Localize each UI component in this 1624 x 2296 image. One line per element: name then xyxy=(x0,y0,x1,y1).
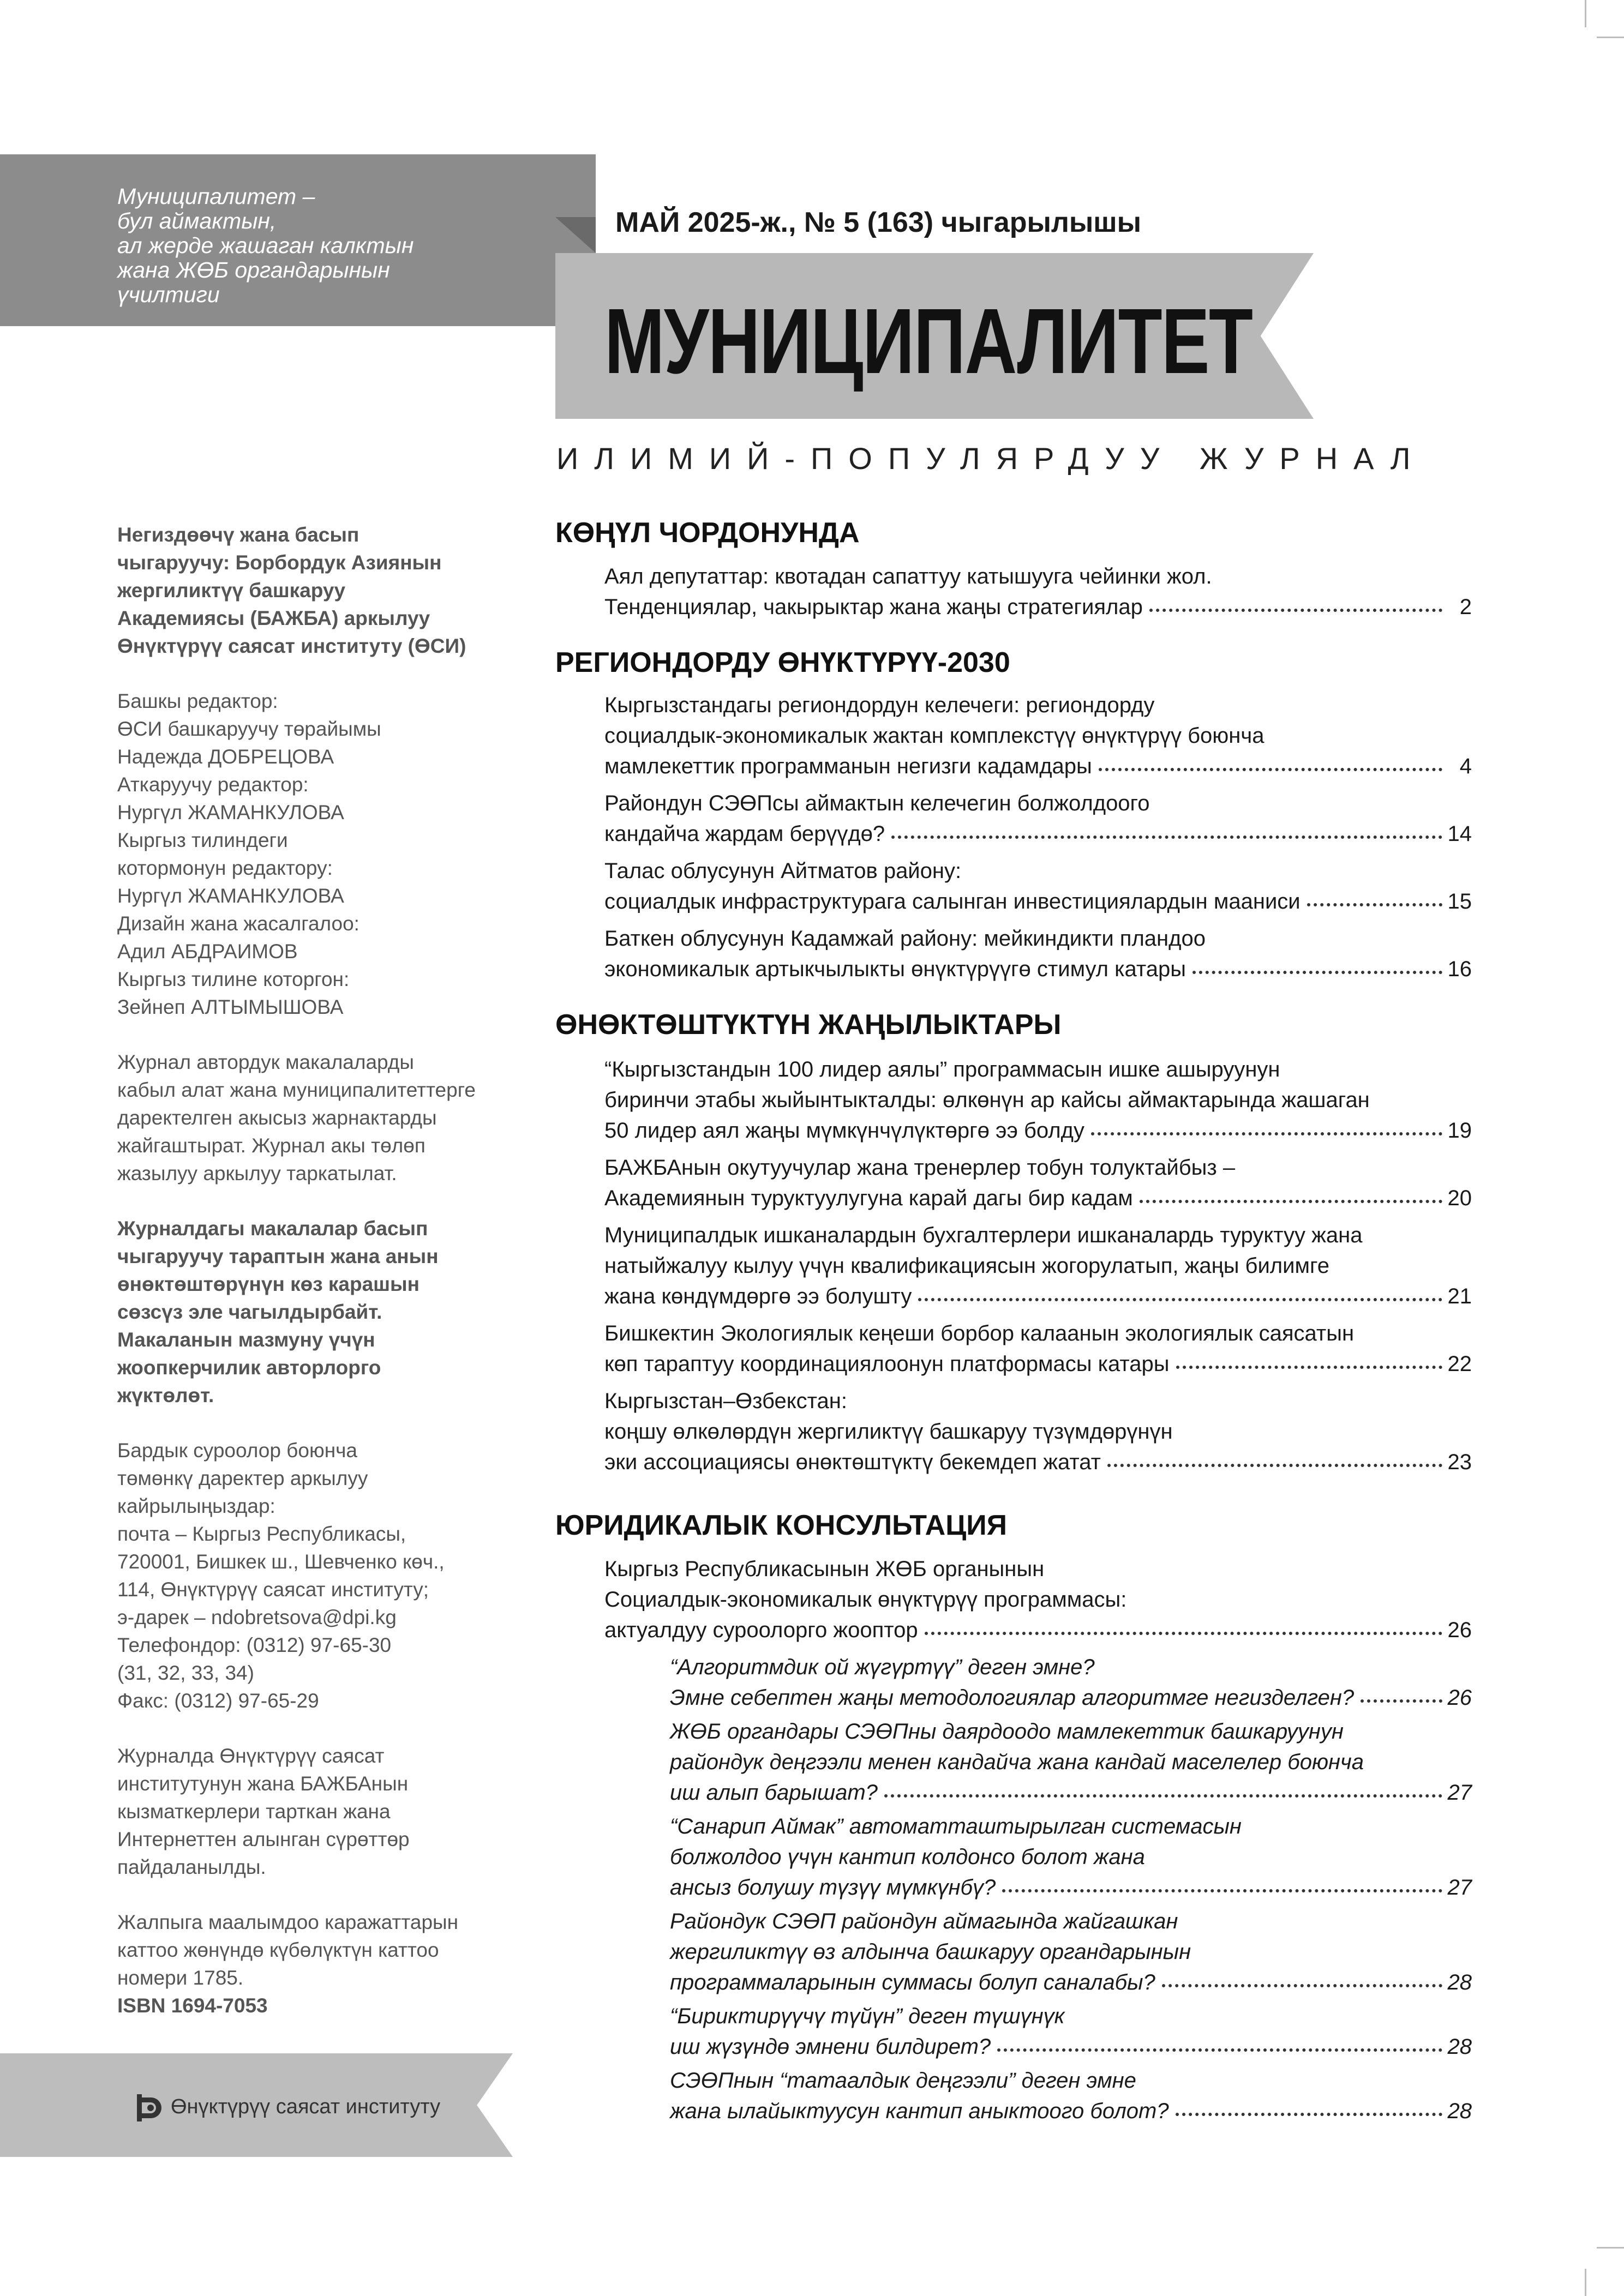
toc-entry-line: программаларынын суммасы болуп саналабы? xyxy=(670,1970,1155,1994)
imprint-line: (31, 32, 33, 34) xyxy=(117,1662,254,1684)
toc-entry-line: “Кыргызстандын 100 лидер аялы” программасын ишке ашыруунун xyxy=(604,1057,1280,1081)
toc-entry-lastline xyxy=(604,1615,1472,1645)
page-number: 20 xyxy=(1447,1186,1472,1210)
toc-section-title: КӨҢҮЛ ЧОРДОНУНДА xyxy=(555,517,860,549)
toc-entry[interactable] xyxy=(604,690,1472,782)
toc-entry-lastline xyxy=(604,954,1472,984)
toc-entry-line: жана көндүмдөргө ээ болушту xyxy=(604,1284,912,1308)
page-number: 22 xyxy=(1447,1352,1472,1376)
page-number: 28 xyxy=(1447,1970,1472,1994)
toc-entry[interactable] xyxy=(604,1054,1472,1146)
toc-subentry[interactable] xyxy=(670,2065,1472,2126)
toc-entry-line: иш жүзүндө эмнени билдирет? xyxy=(670,2035,991,2059)
imprint-line: жүктөлөт. xyxy=(117,1384,214,1407)
dot-leader xyxy=(1307,903,1442,906)
table-of-contents xyxy=(555,515,1472,2130)
dot-leader xyxy=(1176,1366,1442,1369)
contacts-block xyxy=(117,1436,532,1715)
motto-line: ал жерде жашаган калктын xyxy=(117,233,414,258)
imprint-line: жоопкерчилик авторлорго xyxy=(117,1356,381,1379)
motto-line: үчилтиги xyxy=(117,282,220,307)
toc-entry-lastline xyxy=(604,751,1472,782)
imprint-line: почта – Кыргыз Республикасы, xyxy=(117,1523,406,1545)
toc-entry-lastline xyxy=(604,592,1472,622)
dot-leader xyxy=(1107,1464,1442,1467)
imprint-line: Аткаруучу редактор: xyxy=(117,773,309,796)
toc-entry-line: “Алгоритмдик ой жүгүртүү” деген эмне? xyxy=(670,1655,1095,1679)
toc-entry-line: мамлекеттик программанын негизги кадамдары xyxy=(604,754,1092,778)
toc-entry-line: Кыргызстан–Өзбекстан: xyxy=(604,1389,847,1413)
toc-entry-line: коңшу өлкөлөрдүн жергиликтүү башкаруу түзүмдөрүнүн xyxy=(604,1420,1173,1444)
motto xyxy=(117,184,554,307)
toc-entry[interactable] xyxy=(604,1152,1472,1213)
toc-entry-lastline xyxy=(604,1349,1472,1379)
imprint-line: төмөнкү даректер аркылуу xyxy=(117,1467,368,1489)
journal-subtitle: ИЛИМИЙ-ПОПУЛЯРДУУ ЖУРНАЛ xyxy=(556,441,1427,476)
toc-entry-line: Баткен облусунун Кадамжай району: мейкиндикти пландоо xyxy=(604,927,1206,951)
imprint-line: Кыргыз тилине которгон: xyxy=(117,968,350,990)
imprint-line: котормонун редактору: xyxy=(117,857,333,879)
page-number: 19 xyxy=(1447,1119,1472,1143)
toc-entry[interactable] xyxy=(604,856,1472,917)
page-number: 26 xyxy=(1447,1686,1472,1710)
toc-subentry[interactable] xyxy=(670,1652,1472,1713)
imprint-line: даректелген акысыз жарнактарды xyxy=(117,1107,437,1129)
toc-entry-line: “Бириктирүүчү түйүн” деген түшүнүк xyxy=(670,2004,1065,2028)
toc-entry-lastline xyxy=(670,1967,1472,1998)
toc-entry-line: Талас облусунун Айтматов району: xyxy=(604,859,962,883)
disclaimer-block xyxy=(117,1215,532,1409)
imprint-line: Журналдагы макалалар басып xyxy=(117,1217,428,1240)
toc-section-title: ӨНӨКТӨШТҮКТҮН ЖАҢЫЛЫКТАРЫ xyxy=(555,1009,1062,1041)
toc-entry-line: Кыргыз Республикасынын ЖӨБ органынын xyxy=(604,1557,1045,1581)
imprint-line: өнөктөштөрүнүн көз карашын xyxy=(117,1273,420,1295)
toc-entry-line: Райондук СЭӨП райондун аймагында жайгашкан xyxy=(670,1909,1178,1933)
crop-mark xyxy=(1585,2269,1586,2296)
crop-mark xyxy=(1597,2247,1624,2249)
toc-entry[interactable] xyxy=(604,1554,1472,1645)
toc-entry-lastline xyxy=(670,1872,1472,1903)
imprint-line: Журнал автордук макалаларды xyxy=(117,1051,414,1073)
dot-leader xyxy=(918,1298,1442,1301)
page-number: 2 xyxy=(1459,595,1472,619)
toc-entry-line: Муниципалдык ишканалардын бухгалтерлери ишканалардь туруктуу жана xyxy=(604,1223,1363,1247)
toc-entry-line: Аял депутаттар: квотадан сапаттуу катышууга чейинки жол. xyxy=(604,564,1212,588)
page-number: 26 xyxy=(1447,1618,1472,1642)
toc-entry-line: СЭӨПнын “татаалдык деңгээли” деген эмне xyxy=(670,2069,1136,2093)
toc-entry-lastline xyxy=(604,886,1472,917)
toc-subentry[interactable] xyxy=(670,1906,1472,1998)
imprint-line: пайдаланылды. xyxy=(117,1856,266,1878)
toc-entry-line: көп тараптуу координациялоонун платформасы катары xyxy=(604,1352,1170,1376)
toc-entry-lastline xyxy=(604,1115,1472,1146)
isbn: ISBN 1694-7053 xyxy=(117,1994,268,2017)
toc-entry-line: ансыз болушу түзүү мүмкүнбү? xyxy=(670,1876,996,1900)
dot-leader xyxy=(1162,1984,1442,1987)
imprint-line: жазылуу аркылуу таркатылат. xyxy=(117,1162,397,1185)
toc-entry-line: жана ылайыктуусун кантип аныктоого болот? xyxy=(670,2099,1169,2123)
dot-leader xyxy=(891,836,1442,839)
toc-entry-line: биринчи этабы жыйынтыкталды: өлкөнүн ар кайсы аймактарында жашаган xyxy=(604,1088,1370,1112)
imprint-line: э-дарек – ndobretsova@dpi.kg xyxy=(117,1606,397,1628)
dot-leader xyxy=(1149,609,1442,612)
toc-entry-line: натыйжалуу кылуу үчүн квалификациясын жогорулатып, жаңы билимге xyxy=(604,1254,1329,1278)
publisher-name: Өнүктүрүү саясат институту xyxy=(171,2095,441,2118)
toc-entry-line: экономикалык артыкчылыкты өнүктүрүүгө стимул катары xyxy=(604,957,1186,981)
toc-entry-line: Академиянын туруктуулугуна карай дагы бир кадам xyxy=(604,1186,1133,1210)
imprint-line: Надежда ДОБРЕЦОВА xyxy=(117,746,334,768)
toc-entry-lastline xyxy=(604,1183,1472,1213)
motto-line: Муниципалитет – xyxy=(117,184,315,209)
toc-entry-lastline xyxy=(604,1447,1472,1477)
publisher-logo-icon xyxy=(134,2092,165,2124)
crop-mark xyxy=(1585,0,1586,27)
page-number: 28 xyxy=(1447,2035,1472,2059)
page-number: 23 xyxy=(1447,1450,1472,1474)
toc-entry-line: Бишкектин Экологиялык кеңеши борбор калаанын экологиялык саясатын xyxy=(604,1321,1355,1345)
imprint-line: Журналда Өнүктүрүү саясат xyxy=(117,1745,385,1767)
toc-entry-line: актуалдуу суроолорго жооптор xyxy=(604,1618,918,1642)
imprint-line: ӨСИ башкаруучу төрайымы xyxy=(117,718,381,740)
toc-entry-line: социалдык инфраструктурага салынган инвестициялардын мааниси xyxy=(604,889,1301,913)
toc-entry-line: эки ассоциациясы өнөктөштүктү бекемдеп жатат xyxy=(604,1450,1101,1474)
toc-entry-line: Тенденциялар, чакырыктар жана жаңы стратегиялар xyxy=(604,595,1143,619)
toc-subentry[interactable] xyxy=(670,2001,1472,2062)
page-number: 15 xyxy=(1447,889,1472,913)
page-number: 14 xyxy=(1447,822,1472,846)
imprint-line: Жалпыга маалымдоо каражаттарын xyxy=(117,1911,459,1933)
imprint-line: Нургүл ЖАМАНКУЛОВА xyxy=(117,885,344,907)
imprint-line: Телефондор: (0312) 97-65-30 xyxy=(117,1634,392,1656)
registration-text xyxy=(117,1908,532,1992)
toc-section-title: ЮРИДИКАЛЫК КОНСУЛЬТАЦИЯ xyxy=(555,1510,1007,1541)
imprint-line: кызматкерлери тарткан жана xyxy=(117,1800,391,1823)
dot-leader xyxy=(1361,1699,1442,1703)
page-number: 27 xyxy=(1447,1876,1472,1900)
imprint-line: институтунун жана БАЖБАнын xyxy=(117,1772,409,1795)
toc-entry-line: иш алып барышат? xyxy=(670,1781,878,1805)
imprint-line: Академиясы (БАЖБА) аркылуу xyxy=(117,607,430,629)
crop-mark xyxy=(1597,37,1624,38)
toc-entry[interactable] xyxy=(604,1318,1472,1379)
imprint-line: 114, Өнүктүрүү саясат институту; xyxy=(117,1578,429,1601)
dot-leader xyxy=(1091,1132,1442,1135)
dot-leader xyxy=(884,1794,1442,1798)
page-number: 16 xyxy=(1447,957,1472,981)
toc-entry-lastline xyxy=(670,1777,1472,1808)
imprint-line: Нургүл ЖАМАНКУЛОВА xyxy=(117,801,344,824)
motto-line: жана ЖӨБ органдарынын xyxy=(117,257,390,283)
toc-section-title: РЕГИОНДОРДУ ӨНҮКТҮРҮҮ-2030 xyxy=(555,647,1010,678)
toc-entry-line: Эмне себептен жаңы методологиялар алгоритмге негизделген? xyxy=(670,1686,1355,1710)
imprint-line: чыгаруучу тараптын жана анын xyxy=(117,1245,439,1267)
dot-leader xyxy=(997,2048,1442,2052)
imprint-line: Кыргыз тилиндеги xyxy=(117,829,288,851)
imprint-line: Дизайн жана жасалгалоо: xyxy=(117,912,359,935)
imprint-line: каттоо жөнүндө күбөлүктүн каттоо xyxy=(117,1939,439,1961)
page-number: 28 xyxy=(1447,2099,1472,2123)
dot-leader xyxy=(1176,2113,1442,2116)
toc-entry[interactable] xyxy=(604,1220,1472,1312)
toc-entry-line: кандайча жардам берүүдө? xyxy=(604,822,885,846)
dot-leader xyxy=(1002,1889,1442,1892)
toc-entry-line: Социалдык-экономикалык өнүктүрүү программасы: xyxy=(604,1588,1127,1612)
imprint-line: 720001, Бишкек ш., Шевченко көч., xyxy=(117,1550,445,1573)
imprint-line: номери 1785. xyxy=(117,1967,244,1989)
toc-subentry[interactable] xyxy=(670,1811,1472,1903)
imprint-line: чыгаруучу: Борбордук Азиянын xyxy=(117,551,442,574)
toc-entry-line: БАЖБАнын окутуучулар жана тренерлер тобун толуктайбыз – xyxy=(604,1156,1236,1180)
page-number: 21 xyxy=(1447,1284,1472,1308)
toc-entry-line: социалдык-экономикалык жактан комплекстүү өнүктүрүү боюнча xyxy=(604,724,1265,748)
imprint-line: кайрылыңыздар: xyxy=(117,1495,275,1517)
policy-block xyxy=(117,1048,532,1187)
imprint-line: Негиздөөчү жана басып xyxy=(117,524,359,546)
toc-entry[interactable] xyxy=(604,561,1472,622)
toc-entry[interactable] xyxy=(604,788,1472,849)
imprint-line: Факс: (0312) 97-65-29 xyxy=(117,1690,319,1712)
staff-block xyxy=(117,687,532,1021)
toc-entry-line: “Санарип Аймак” автоматташтырылган системасын xyxy=(670,1814,1242,1838)
imprint-line: Бардык суроолор боюнча xyxy=(117,1439,357,1462)
imprint-line: Макаланын мазмуну үчүн xyxy=(117,1329,375,1351)
imprint-line: жайгаштырат. Журнал акы төлөп xyxy=(117,1134,426,1157)
toc-entry-lastline xyxy=(604,1281,1472,1312)
motto-line: бул аймактын, xyxy=(117,208,277,233)
toc-entry-line: райондук деңгээли менен кандайча жана кандай маселелер боюнча xyxy=(670,1750,1364,1774)
page-number: 27 xyxy=(1447,1781,1472,1805)
toc-entry[interactable] xyxy=(604,923,1472,984)
imprint-line: жергиликтүү башкаруу xyxy=(117,579,346,602)
toc-entry-lastline xyxy=(670,1682,1472,1713)
dot-leader xyxy=(1099,768,1442,771)
toc-entry-line: Райондун СЭӨПсы аймактын келечегин болжолдоого xyxy=(604,791,1150,815)
founder-block xyxy=(117,521,532,660)
toc-entry-lastline xyxy=(670,2096,1472,2126)
imprint-line: Зейнеп АЛТЫМЫШОВА xyxy=(117,996,344,1018)
imprint-line: кабыл алат жана муниципалитеттерге xyxy=(117,1079,476,1101)
imprint-sidebar xyxy=(117,521,532,2019)
issue-line: МАЙ 2025-ж., № 5 (163) чыгарылышы xyxy=(615,207,1142,238)
ribbon-fold xyxy=(555,217,596,253)
toc-entry-line: Кыргызстандагы региондордун келечеги: региондорду xyxy=(604,693,1155,717)
photos-block xyxy=(117,1742,532,1881)
dot-leader xyxy=(1192,971,1442,974)
dot-leader xyxy=(1140,1200,1442,1203)
toc-entry-line: ЖӨБ органдары СЭӨПны даярдоодо мамлекеттик башкаруунун xyxy=(670,1720,1344,1744)
toc-entry-line: болжолдоо үчүн кантип колдонсо болот жана xyxy=(670,1845,1145,1869)
registration-block xyxy=(117,1908,532,2019)
toc-entry-line: 50 лидер аял жаңы мүмкүнчүлүктөргө ээ болду xyxy=(604,1119,1084,1143)
imprint-line: Интернеттен алынган сүрөттөр xyxy=(117,1828,410,1850)
page-number: 4 xyxy=(1459,754,1472,778)
journal-title: МУНИЦИПАЛИТЕТ xyxy=(604,290,1253,393)
imprint-line: Адил АБДРАИМОВ xyxy=(117,940,298,963)
toc-entry-line: жергиликтүү өз алдынча башкаруу органдарынын xyxy=(670,1940,1191,1964)
imprint-line: Өнүктүрүү саясат институту (ӨСИ) xyxy=(117,635,466,657)
dot-leader xyxy=(925,1632,1442,1635)
imprint-line: сөзсүз эле чагылдырбайт. xyxy=(117,1301,382,1323)
toc-entry[interactable] xyxy=(604,1386,1472,1477)
toc-subentry[interactable] xyxy=(670,1716,1472,1808)
toc-entry-lastline xyxy=(604,819,1472,849)
toc-entry-lastline xyxy=(670,2031,1472,2062)
imprint-line: Башкы редактор: xyxy=(117,690,278,712)
